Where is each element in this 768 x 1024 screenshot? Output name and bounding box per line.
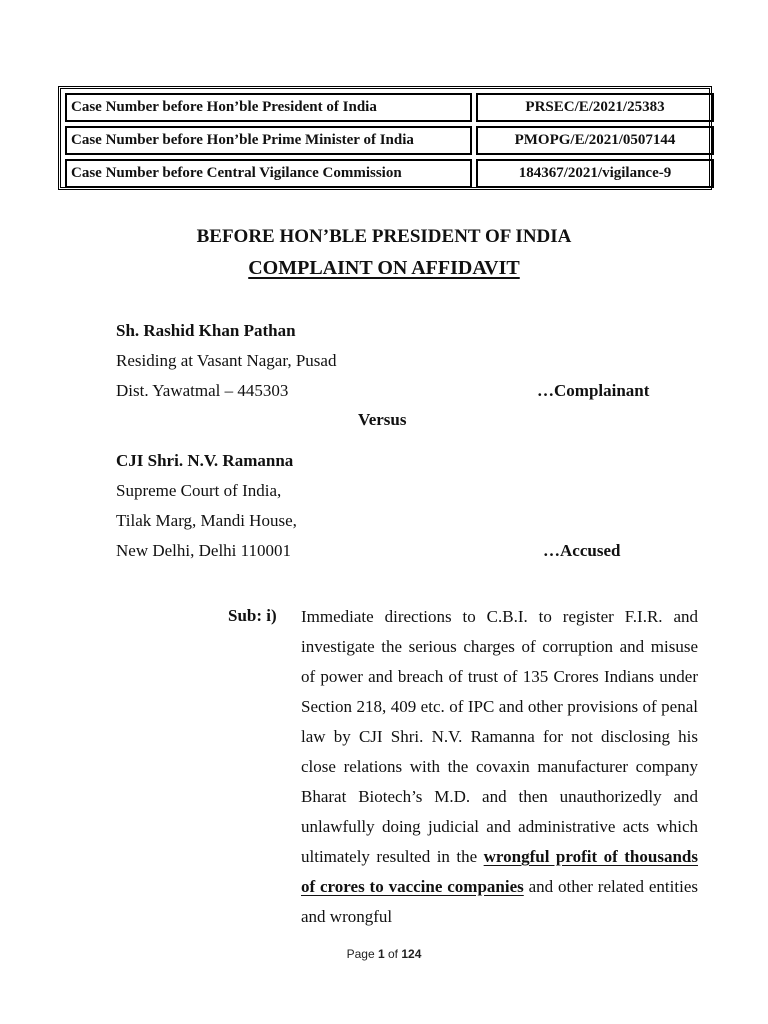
document-subheading: COMPLAINT ON AFFIDAVIT: [248, 257, 520, 279]
complainant-address-line-2: Dist. Yawatmal – 445303: [116, 381, 289, 400]
case-row-prime-minister: [65, 126, 705, 155]
subject-text-continued: and other related entities and wrongful: [301, 877, 698, 926]
case-number-table: [58, 86, 712, 190]
versus-label: Versus: [358, 410, 407, 429]
case-value: PRSEC/E/2021/25383: [476, 93, 714, 122]
page-number-footer: [0, 947, 768, 961]
case-label: Case Number before Hon’ble Prime Minister of India: [65, 126, 472, 155]
case-row-cvc: [65, 159, 705, 188]
document-heading: BEFORE HON’BLE PRESIDENT OF INDIA: [196, 226, 572, 247]
case-label: Case Number before Hon’ble President of India: [65, 93, 472, 122]
page-word: Page: [346, 947, 378, 961]
complainant-address-line-1: Residing at Vasant Nagar, Pusad: [116, 351, 337, 370]
page-number: 1: [377, 947, 385, 961]
subject-text: Immediate directions to C.B.I. to register F.I.R. and investigate the serious charges of corruption and misuse of power and breach of trust of 135 Crores Indians under Section 218, 409 etc. of IPC and other provisions of penal law by CJI Shri. N.V. Ramanna for not disclosing his close relations with the covaxin manufacturer company Bharat Biotech’s M.D. and then unauthorizedly and unlawfully doing judicial and administrative acts which ultimately resulted in the: [301, 607, 698, 866]
accused-address-line-1: Supreme Court of India,: [116, 481, 282, 500]
case-row-president: [65, 93, 705, 122]
page-total: 124: [401, 947, 422, 961]
subject-emphasis: wrongful profit of thousands of crores to vaccine companies: [301, 847, 698, 896]
accused-role: …Accused: [543, 541, 621, 560]
complainant-name: Sh. Rashid Khan Pathan: [116, 321, 296, 340]
subject-paragraph: [301, 602, 698, 932]
accused-address-line-2: Tilak Marg, Mandi House,: [116, 511, 297, 530]
of-word: of: [384, 947, 402, 961]
case-value: PMOPG/E/2021/0507144: [476, 126, 714, 155]
complainant-role: …Complainant: [537, 381, 650, 400]
accused-address-line-3: New Delhi, Delhi 110001: [116, 541, 292, 560]
subject-label: Sub: i): [228, 606, 277, 625]
accused-name: CJI Shri. N.V. Ramanna: [116, 451, 294, 470]
case-label: Case Number before Central Vigilance Commission: [65, 159, 472, 188]
case-value: 184367/2021/vigilance-9: [476, 159, 714, 188]
